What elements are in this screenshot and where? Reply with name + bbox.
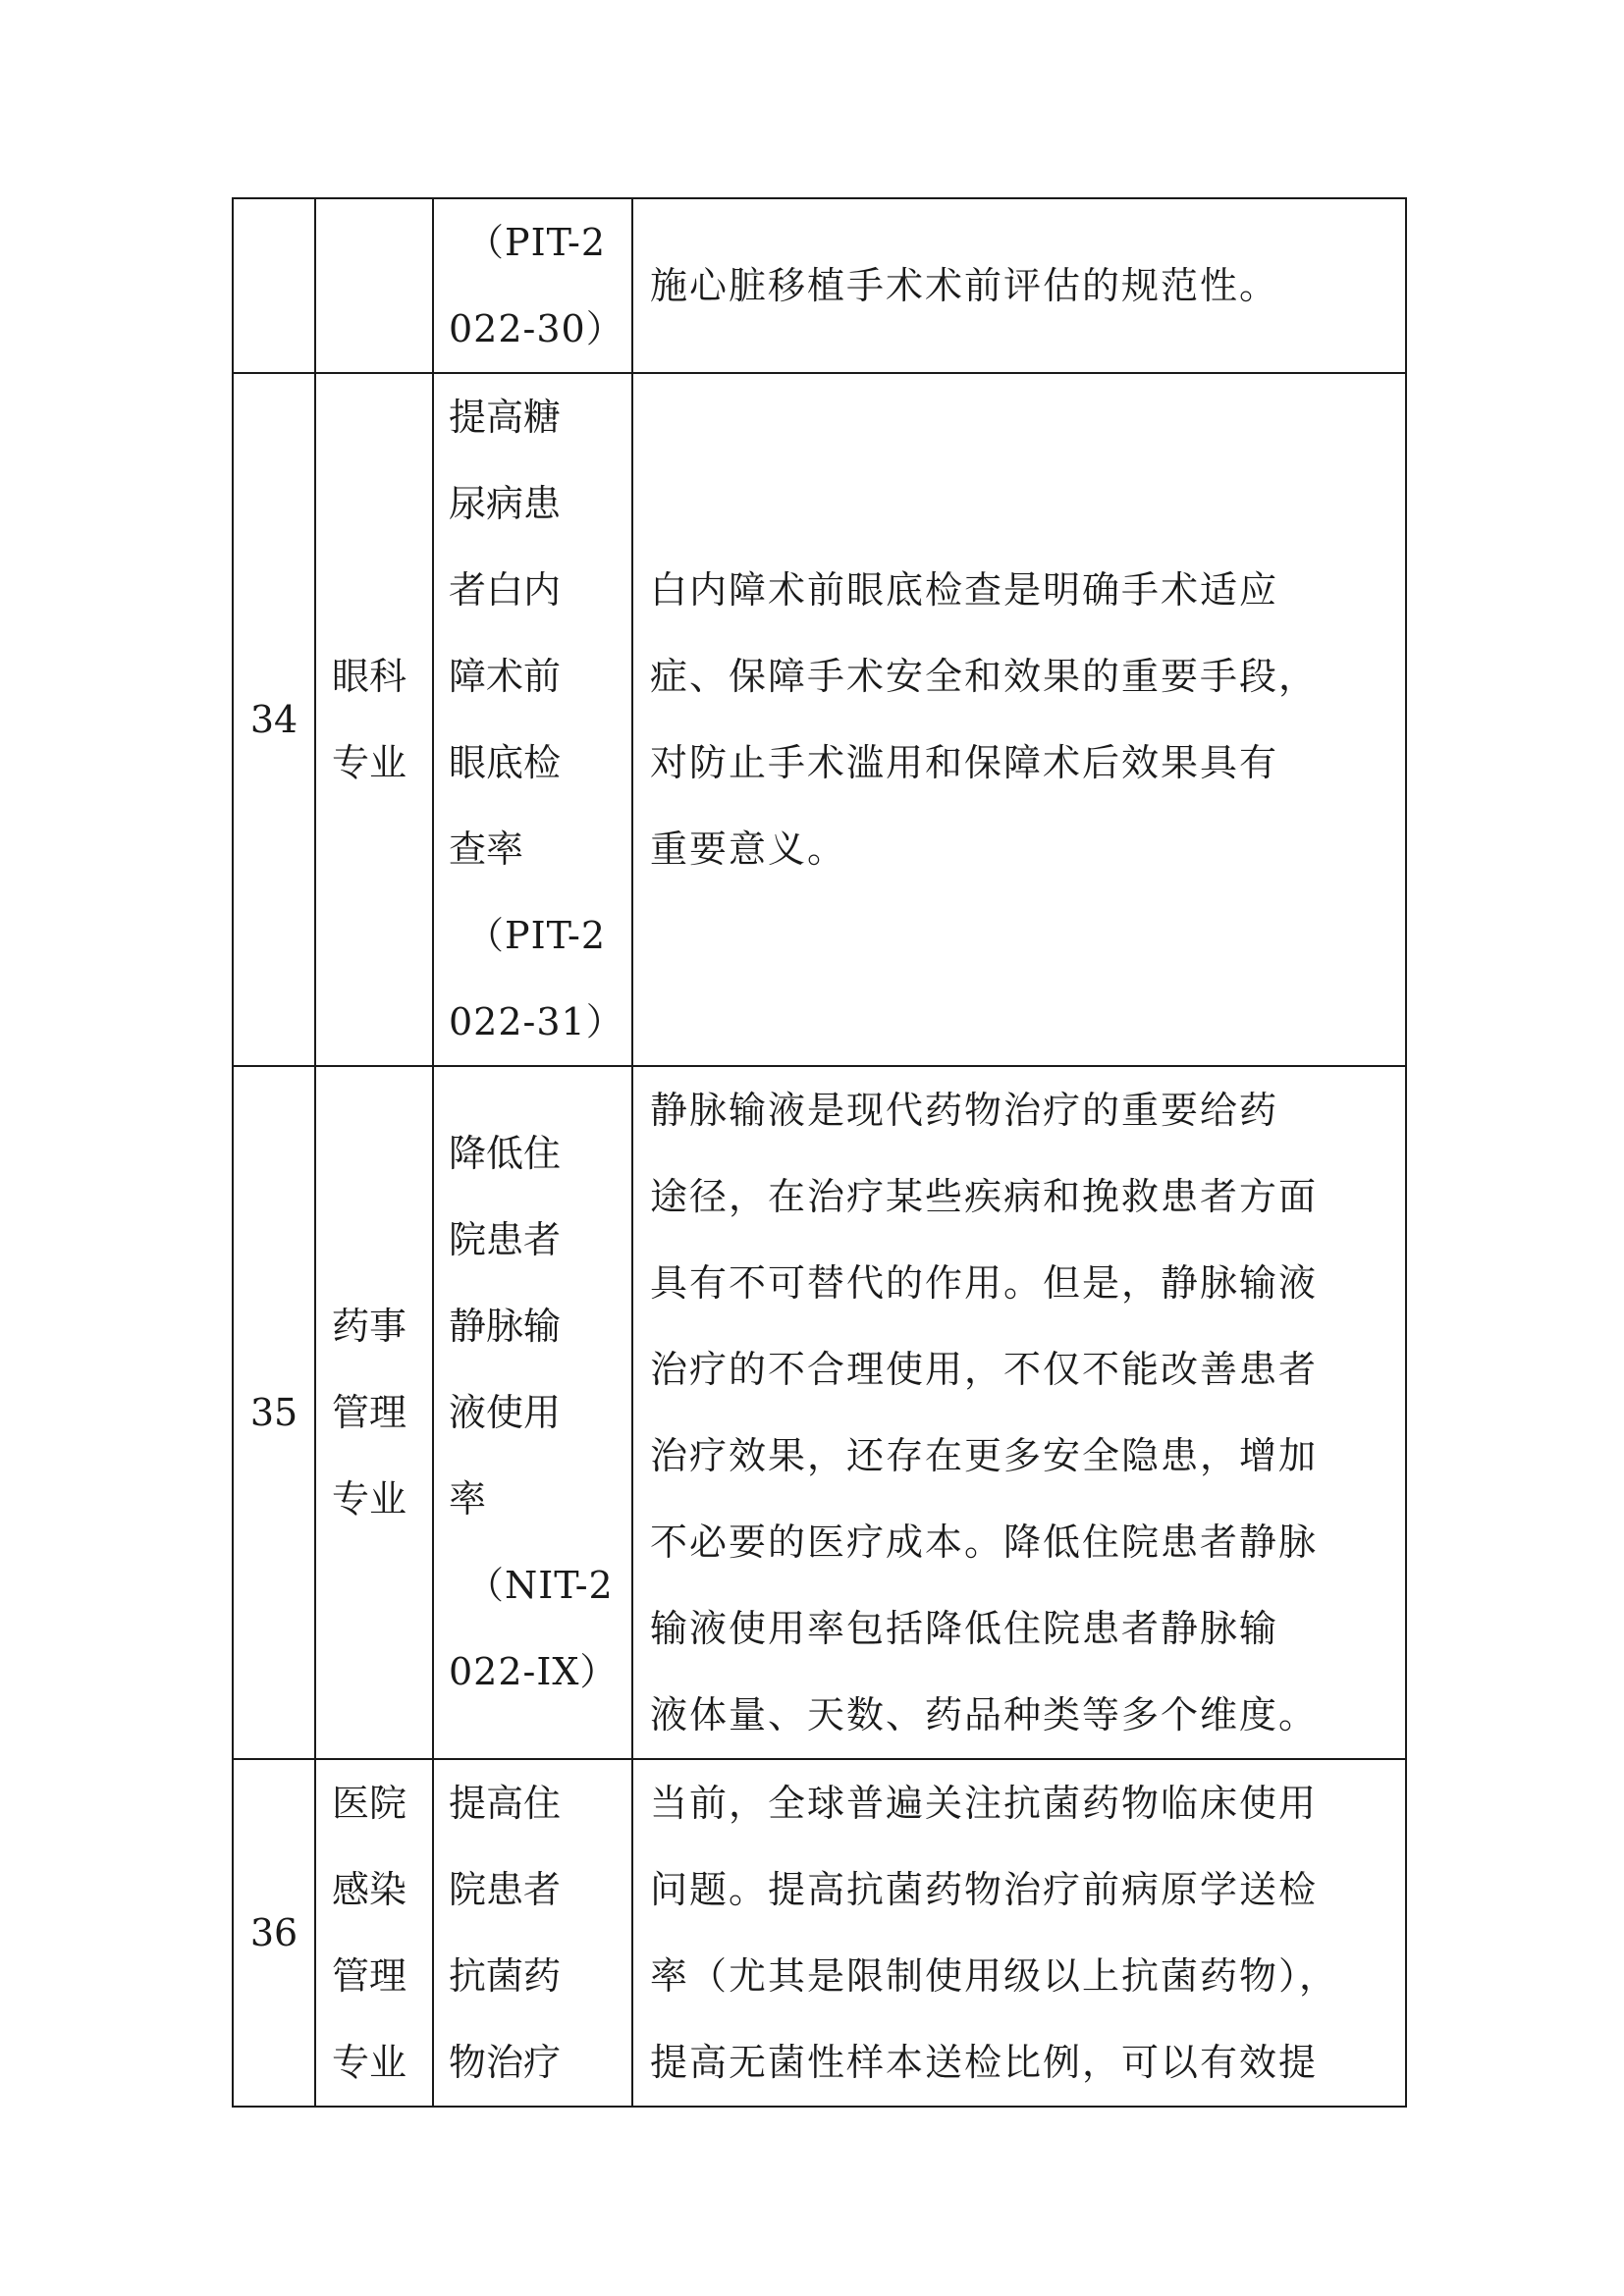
description-cell: 白内障术前眼底检查是明确手术适应 症、保障手术安全和效果的重要手段， 对防止手术滥用和保障术后效果具有 重要意义。: [632, 373, 1406, 1066]
row-number: 35: [233, 1066, 315, 1759]
indicator-name-cell: 降低住 院患者 静脉输 液使用 率 （NIT-2 022-IX）: [433, 1066, 632, 1759]
table-row: [233, 1066, 1406, 1759]
description-cell: 当前，全球普遍关注抗菌药物临床使用 问题。提高抗菌药物治疗前病原学送检 率（尤其是限制使用级以上抗菌药物）， 提高无菌性样本送检比例，可以有效提: [632, 1759, 1406, 2107]
specialty-cell: 药事 管理 专业: [315, 1066, 433, 1759]
row-number: 34: [233, 373, 315, 1066]
table-row: [233, 373, 1406, 1066]
table-row: [233, 198, 1406, 373]
row-number: 36: [233, 1759, 315, 2107]
indicator-table: [232, 197, 1407, 2108]
description-cell: 施心脏移植手术术前评估的规范性。: [632, 198, 1406, 373]
indicator-name-cell: 提高住 院患者 抗菌药 物治疗: [433, 1759, 632, 2107]
table-row: [233, 1759, 1406, 2107]
specialty-cell: 眼科 专业: [315, 373, 433, 1066]
indicator-name-cell: 提高糖 尿病患 者白内 障术前 眼底检 查率 （PIT-2 022-31）: [433, 373, 632, 1066]
description-cell: 静脉输液是现代药物治疗的重要给药 途径，在治疗某些疾病和挽救患者方面 具有不可替代的作用。但是，静脉输液 治疗的不合理使用，不仅不能改善患者 治疗效果，还存在更多安全隐患，增加 不必要的医疗成本。降低住院患者静脉 输液使用率包括降低住院患者静脉输 液体量、天数、药品种类等多个维度。: [632, 1066, 1406, 1759]
specialty-cell: 医院 感染 管理 专业: [315, 1759, 433, 2107]
indicator-name-cell: （PIT-2 022-30）: [433, 198, 632, 373]
specialty-cell: [315, 198, 433, 373]
row-number: [233, 198, 315, 373]
